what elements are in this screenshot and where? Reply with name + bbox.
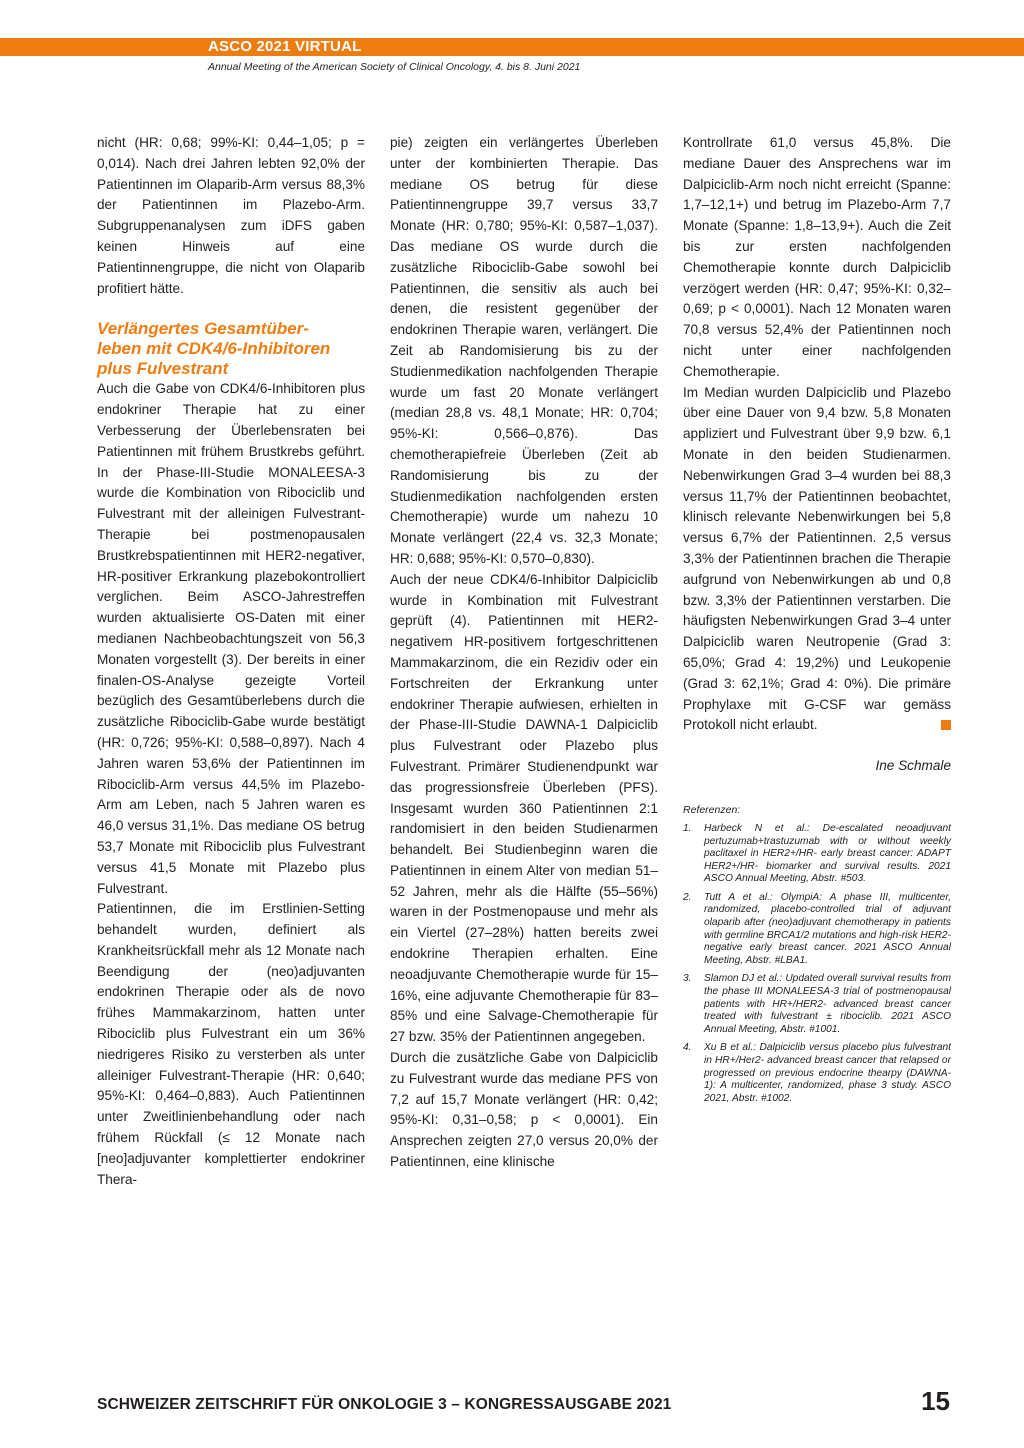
reference-text: Harbeck N et al.: De-escalated neoadjuvant pertuzumab+trastuzumab with or without weekly paclitaxel in HER2+/HR- early breast cancer: ADAPT HER2+/HR- biomarker and survival results. 2021 ASCO Annual Meeting, Abstr. #503. [704,822,951,885]
paragraph: Durch die zusätzliche Gabe von Dalpiciclib zu Fulvestrant wurde das mediane PFS von 7,2 auf 15,7 Monate verlängert (HR: 0,42; 95%-KI: 0,31–0,58; p < 0,0001). Ein Ansprechen zeigten 27,0 versus 20,0% der Patientinnen, eine klinische [390,1050,658,1170]
page-number: 15 [921,1386,950,1416]
column-1 [97,133,365,1190]
paragraph: Patientinnen, die im Erstlinien-Setting behandelt wurden, definiert als Krankheitsrückfall mehr als 12 Monate nach Beendigung der (neo)adjuvanten endokrinen Therapie oder als de novo frühes Mammakarzinom, hatten unter Ribociclib plus Fulvestrant ein um 36% niedrigeres Risiko zu versterben als unter alleiniger Fulvestrant-Therapie (HR: 0,640; 95%-KI: 0,464–0,883). Auch Patientinnen unter Zweitlinienbehandlung oder nach frühem Rückfall (≤ 12 Monate nach [neo]adjuvanter komplettierter endokriner Thera- [97,901,365,1187]
author: Ine Schmale [875,758,951,774]
reference-number: 4. [683,1042,692,1054]
reference-item [683,823,951,886]
section-heading-line: Verlängertes Gesamtüber- [97,319,309,339]
reference-text: Xu B et al.: Dalpiciclib versus placebo plus fulvestrant in HR+/Her2- advanced breast cancer that relapsed or progressed on previous endocrine thearpy (DAWNA-1): A multicenter, randomized, phase 3 study. ASCO 2021, Abstr. #1002. [704,1042,951,1104]
reference-item [683,973,951,1036]
paragraph-with-endmark [683,383,951,737]
header-bar [0,38,1024,56]
paragraph: nicht (HR: 0,68; 99%-KI: 0,44–1,05; p = 0,014). Nach drei Jahren lebten 92,0% der Patientinnen im Olaparib-Arm versus 88,3% der Patientinnen im Plazebo-Arm. Subgruppenanalysen zum iDFS gaben keinen Hinweis auf eine Patientinnengruppe, die nicht von Olaparib profitiert hätte. [97,135,365,296]
paragraph: Im Median wurden Dalpiciclib und Plazebo über eine Dauer von 9,4 bzw. 5,8 Monaten appliziert und Fulvestrant über 9,9 bzw. 6,1 Monate in den beiden Studienarmen. Nebenwirkungen Grad 3–4 wurden bei 88,3 versus 11,7% der Patientinnen beobachtet, klinisch relevante Nebenwirkungen bei 5,8 versus 6,7% der Patientinnen. 2,5 versus 3,3% der Patientinnen brachen die Therapie aufgrund von Nebenwirkungen ab und 0,8 bzw. 3,3% der Patientinnen verstarben. Die häufigsten Nebenwirkungen Grad 3–4 unter Dalpiciclib waren Neutropenie (Grad 3: 65,0%; Grad 4: 19,2%) und Leukopenie (Grad 3: 62,1%; Grad 4: 0%). Die primäre Prophylaxe mit G-CSF war gemäss Protokoll nicht erlaubt. [683,384,951,733]
references-list [683,823,951,1105]
paragraph: pie) zeigten ein verlängertes Überleben unter der kombinierten Therapie. Das mediane OS betrug für diese Patientinnengruppe 39,7 versus 33,7 Monate (HR: 0,780; 95%-KI: 0,587–1,037). Das mediane OS wurde durch die zusätzliche Ribociclib-Gabe sowohl bei Patientinnen, die sensitiv als auch bei denen, die resistent gegenüber der endokrinen Therapie waren, verlängert. Die Zeit ab Randomisierung bis zu der Studienmedikation nachfolgenden Therapie wurde um fast 20 Monate verlängert (median 28,8 vs. 48,1 Monate; HR: 0,704; 95%-KI: 0,566–0,876). Das chemotherapiefreie Überleben (Zeit ab Randomisierung bis zu der Studienmedikation nachfolgenden ersten Chemotherapie) wurde um nahezu 10 Monate verlängert (22,4 vs. 32,3 Monate; HR: 0,688; 95%-KI: 0,570–0,830). [390,135,658,566]
reference-number: 3. [683,973,692,985]
reference-text: Tutt A et al.: OlympiA: A phase III, multicenter, randomized, placebo-controlled trial of adjuvant olaparib after (neo)adjuvant chemotherapy in patients with germline BRCA1/2 mutations and high-risk HER2-negative early breast cancer. 2021 ASCO Annual Meeting, Abstr. #LBA1. [704,891,951,966]
journal-footer: SCHWEIZER ZEITSCHRIFT FÜR ONKOLOGIE 3 – KONGRESSAUSGABE 2021 [97,1396,672,1413]
conference-subtitle: Annual Meeting of the American Society of Clinical Oncology, 4. bis 8. Juni 2021 [208,61,581,73]
conference-title: ASCO 2021 VIRTUAL [208,38,362,55]
paragraph: Kontrollrate 61,0 versus 45,8%. Die mediane Dauer des Ansprechens war im Dalpiciclib-Arm noch nicht erreicht (Spanne: 1,7–12,1+) und betrug im Plazebo-Arm 7,7 Monate (Spanne: 1,8–13,9+). Auch die Zeit bis zur ersten nachfolgenden Chemotherapie konnte durch Dalpiciclib verzögert werden (HR: 0,47; 95%-KI: 0,32–0,69; p < 0,0001). Nach 12 Monaten waren 70,8 versus 52,4% der Patientinnen noch nicht unter einer nachfolgenden Chemotherapie. [683,135,951,379]
reference-number: 1. [683,822,692,834]
section-heading-line: plus Fulvestrant [97,359,229,379]
reference-item [683,1042,951,1105]
section-heading [97,319,365,379]
section-heading-line: leben mit CDK4/6-Inhibitoren [97,339,331,359]
column-3 [683,133,951,1111]
paragraph: Auch die Gabe von CDK4/6-Inhibitoren plus endokriner Therapie hat zu einer Verbesserung der Überlebensraten bei Patientinnen mit frühem Brustkrebs geführt. In der Phase-III-Studie MONALEESA-3 wurde die Kombination von Ribociclib und Fulvestrant mit der alleinigen Fulvestrant-Therapie bei postmenopausalen Brustkrebspatientinnen mit HER2-negativer, HR-positiver Erkrankung plazebokontrolliert verglichen. Beim ASCO-Jahrestreffen wurden aktualisierte OS-Daten mit einer medianen Nachbeobachtungszeit von 56,3 Monaten vorgestellt (3). Der bereits in einer finalen-OS-Analyse gezeigte Vorteil bezüglich des Gesamtüberlebens durch die zusätzliche Ribociclib-Gabe wurde bestätigt (HR: 0,726; 95%-KI: 0,588–0,897). Nach 4 Jahren waren 53,6% der Patientinnen im Ribociclib-Arm versus 44,5% im Plazebo-Arm am Leben, nach 5 Jahren waren es 46,0 versus 31,1%. Das mediane OS betrug 53,7 Monate mit Ribociclib plus Fulvestrant versus 41,5 Monate mit Plazebo plus Fulvestrant. [97,381,365,896]
column-2 [390,133,658,1173]
reference-text: Slamon DJ et al.: Updated overall survival results from the phase III MONALEESA-3 trial of postmenopausal patients with HR+/HER2- advanced breast cancer treated with fulvestrant ± ribociclib. 2021 ASCO Annual Meeting, Abstr. #1001. [704,973,951,1035]
paragraph: Auch der neue CDK4/6-Inhibitor Dalpiciclib wurde in Kombination mit Fulvestrant geprüft (4). Patientinnen mit HER2-negativem HR-positivem fortgeschrittenen Mammakarzinom, die ein Rezidiv oder ein Fortschreiten der Erkrankung unter endokriner Therapie aufwiesen, erhielten in der Phase-III-Studie DAWNA-1 Dalpiciclib plus Fulvestrant oder Plazebo plus Fulvestrant. Primärer Studienendpunkt war das progressionsfreie Überleben (PFS). Insgesamt wurden 360 Patientinnen 2:1 randomisiert in den beiden Studienarmen behandelt. Bei Studienbeginn waren die Patientinnen in einem Alter von median 51–52 Jahren, mehr als die Hälfte (55–56%) waren in der Postmenopause und mehr als ein Viertel (27–28%) hatten bereits zwei endokrine Therapien erhalten. Eine neoadjuvante Chemotherapie wurde für 15–16%, eine adjuvante Chemotherapie für 83–85% und eine Salvage-Chemotherapie für 27 bzw. 35% der Patientinnen angegeben. [390,571,658,1045]
reference-number: 2. [683,891,692,903]
end-mark-icon [941,720,951,730]
reference-item [683,892,951,968]
references-title: Referenzen: [683,803,741,816]
